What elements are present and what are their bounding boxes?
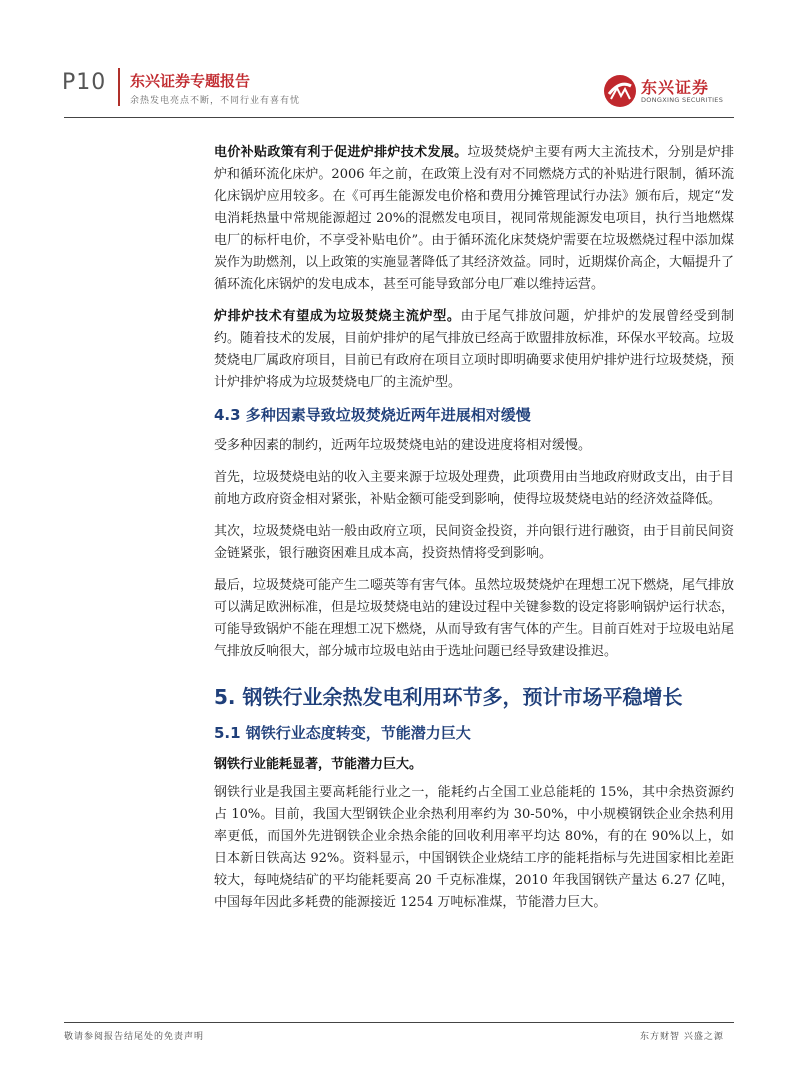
logo-text-en: DONGXING SECURITIES [641,96,724,104]
header-divider [118,68,120,106]
header-rule [64,117,734,118]
paragraph: 受多种因素的制约，近两年垃圾焚烧电站的建设进度将相对缓慢。 [214,438,592,453]
logo-text-cn: 东兴证券 [641,78,710,97]
paragraph [214,142,734,296]
footer-slogan: 东方财智 兴盛之源 [640,1032,724,1042]
paragraph-lead: 电价补贴政策有利于促进炉排炉技术发展。 [214,145,468,160]
paragraph-text: 垃圾焚烧炉主要有两大主流技术，分别是炉排炉和循环流化床炉。2006 年之前，在政策上没有对不同燃烧方式的补贴进行限制，循环流化床锅炉应用较多。在《可再生能源发电价格和费用分摊管理试行办法》颁布后，规定“发电消耗热量中常规能源超过 20%的混燃发电项目，视同常规能源发电项目，执行当地燃煤电厂的标杆电价，不享受补贴电价”。由于循环流化床焚烧炉需要在垃圾燃烧过程中添加煤炭作为助燃剂，以上政策的实施显著降低了其经济效益。同时，近期煤价高企，大幅提升了循环流化床锅炉的发电成本，甚至可能导致部分电厂难以维持运营。 [214,145,735,292]
report-subtitle: 余热发电亮点不断，不同行业有喜有忧 [130,96,301,106]
report-body [214,142,734,924]
report-title: 东兴证券专题报告 [130,72,251,90]
paragraph: 最后，垃圾焚烧可能产生二噁英等有害气体。虽然垃圾焚烧炉在理想工况下燃烧，尾气排放可以满足欧洲标准，但是垃圾焚烧电站的建设过程中关键参数的设定将影响锅炉运行状态，可能导致锅炉不能在理想工况下燃烧，从而导致有害气体的产生。目前百姓对于垃圾电站尾气排放反响很大，部分城市垃圾电站由于选址问题已经导致建设推迟。 [214,578,735,659]
bold-summary: 钢铁行业能耗显著，节能潜力巨大。 [214,757,423,772]
section-heading-4-3: 4.3 多种因素导致垃圾焚烧近两年进展相对缓慢 [214,406,531,424]
page-number: P10 [62,70,107,95]
logo-mark-icon [603,74,637,108]
paragraph [214,306,734,394]
paragraph: 钢铁行业是我国主要高耗能行业之一，能耗约占全国工业总能耗的 15%，其中余热资源约占 10%。目前，我国大型钢铁企业余热利用率约为 30-50%，中小规模钢铁企业余热利用率更低，而国外先进钢铁企业余热余能的回收利用率平均达 80%，有的在 90%以上，如日本新日铁高达 92%。资料显示，中国钢铁企业烧结工序的能耗指标与先进国家相比差距较大，每吨烧结矿的平均能耗要高 20 千克标准煤，2010 年我国钢铁产量达 6.27 亿吨，中国每年因此多耗费的能源接近 1254 万吨标准煤，节能潜力巨大。 [214,785,734,910]
company-logo [603,72,733,112]
page-header [0,0,794,120]
footer-rule [64,1022,734,1023]
paragraph-lead: 炉排炉技术有望成为垃圾焚烧主流炉型。 [214,309,461,324]
paragraph: 其次，垃圾焚烧电站一般由政府立项，民间资金投资，并向银行进行融资，由于目前民间资金链紧张，银行融资困难且成本高，投资热情将受到影响。 [214,524,735,561]
section-heading-5-1: 5.1 钢铁行业态度转变，节能潜力巨大 [214,724,471,742]
paragraph: 首先，垃圾焚烧电站的收入主要来源于垃圾处理费，此项费用由当地政府财政支出，由于目前地方政府资金相对紧张，补贴金额可能受到影响，使得垃圾焚烧电站的经济效益降低。 [214,470,735,507]
disclaimer-note: 敬请参阅报告结尾处的免责声明 [64,1032,205,1042]
paragraph-text: 由于尾气排放问题，炉排炉的发展曾经受到制约。随着技术的发展，目前炉排炉的尾气排放已经高于欧盟排放标准，环保水平较高。垃圾焚烧电厂属政府项目，目前已有政府在项目立项时即明确要求使用炉排炉进行垃圾焚烧，预计炉排炉将成为垃圾焚烧电厂的主流炉型。 [214,309,735,390]
chapter-heading-5: 5. 钢铁行业余热发电利用环节多，预计市场平稳增长 [214,685,683,709]
